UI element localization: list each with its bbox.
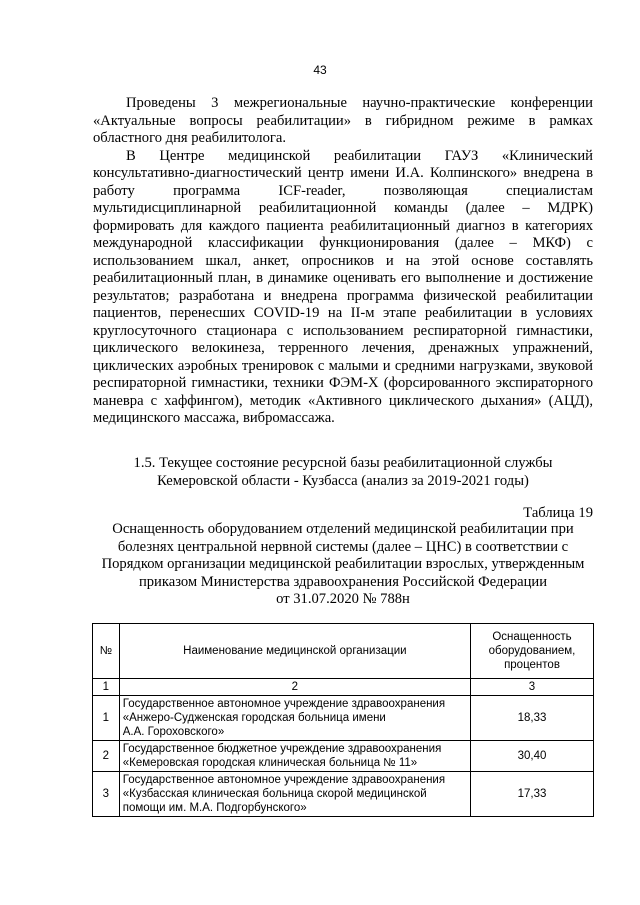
table-row: [93, 696, 594, 741]
table-number: Таблица 19: [523, 505, 593, 521]
org-name-line: Государственное автономное учреждение здравоохранения: [122, 774, 446, 786]
org-name-line: Государственное автономное учреждение здравоохранения: [122, 698, 446, 710]
row-value: 18,33: [471, 696, 594, 741]
org-name-line: «Кузбасская клиническая больница скорой медицинской: [122, 788, 427, 800]
org-name-line: «Анжеро-Судженская городская больница имени: [122, 712, 386, 724]
row-value: 17,33: [471, 772, 594, 817]
column-index: 1: [93, 679, 120, 696]
table-row: [93, 772, 594, 817]
row-org-name: [119, 741, 470, 772]
table-caption-line: Оснащенность оборудованием отделений медицинской реабилитации при: [112, 521, 574, 537]
org-name-line: А.А. Гороховского»: [122, 726, 225, 738]
paragraph-rehab-center: В Центре медицинской реабилитации ГАУЗ «Клинический консультативно-диагностический центр имени И.А. Колпинского» внедрена в работу программа ICF-reader, позволяющая специалистам мультидисциплинарной реабилитационной команды (далее – МДРК) формировать для каждого пациента реабилитационный диагноз в категориях международной классификации функционирования (далее – МКФ) с использованием шкал, анкет, опросников и на этой основе составлять реабилитационный план, в динамике оценивать его выполнение и достижение результатов; разработана и внедрена программа физической реабилитации пациентов, перенесших COVID-19 на II-м этапе реабилитации в условиях круглосуточного стационара с использованием респираторной гимнастики, циклического велокинеза, терренного лечения, дренажных упражнений, циклических аэробных тренировок с малыми и средними нагрузками, звуковой респираторной гимнастики, техники ФЭМ-Х (форсированного экспираторного маневра с хаффингом), методик «Активного циклического дыхания» (АЦД), медицинского массажа, вибромассажа.: [93, 147, 593, 426]
row-num: 2: [93, 741, 120, 772]
body-text: [93, 95, 593, 428]
table-caption-line: Порядком организации медицинской реабилитации взрослых, утвержденным: [101, 556, 585, 572]
header-value-line: оборудованием,: [488, 645, 576, 657]
equipment-table: [92, 623, 594, 817]
header-value: [471, 624, 594, 679]
section-heading-line: 1.5. Текущее состояние ресурсной базы реабилитационной службы: [133, 455, 553, 471]
column-index: 2: [119, 679, 470, 696]
section-heading: [93, 455, 593, 490]
table-column-index-row: [93, 679, 594, 696]
paragraph-conferences: Проведены 3 межрегиональные научно-практические конференции «Актуальные вопросы реабилитации» в гибридном режиме в рамках областного дня реабилитолога.: [93, 95, 593, 146]
row-num: 1: [93, 696, 120, 741]
table-caption-line: болезнях центральной нервной системы (далее – ЦНС) в соответствии с: [117, 538, 569, 555]
table-caption-line: от 31.07.2020 № 788н: [276, 591, 410, 607]
column-index: 3: [471, 679, 594, 696]
row-org-name: [119, 696, 470, 741]
section-heading-line: Кемеровской области - Кузбасса (анализ за 2019-2021 годы): [157, 472, 529, 489]
header-value-line: процентов: [504, 659, 560, 671]
org-name-line: помощи им. М.А. Подгорбунского»: [122, 802, 307, 814]
table-header-row: [93, 624, 594, 679]
header-num: №: [93, 624, 120, 679]
table-row: [93, 741, 594, 772]
page-number: 43: [313, 63, 327, 77]
row-org-name: [119, 772, 470, 817]
table-caption-line: приказом Министерства здравоохранения Российской Федерации: [138, 573, 548, 590]
row-value: 30,40: [471, 741, 594, 772]
org-name-line: «Кемеровская городская клиническая больница № 11»: [122, 757, 418, 769]
table-caption: [93, 521, 593, 609]
row-num: 3: [93, 772, 120, 817]
org-name-line: Государственное бюджетное учреждение здравоохранения: [122, 743, 442, 755]
header-name: Наименование медицинской организации: [119, 624, 470, 679]
header-value-line: Оснащенность: [492, 631, 572, 643]
